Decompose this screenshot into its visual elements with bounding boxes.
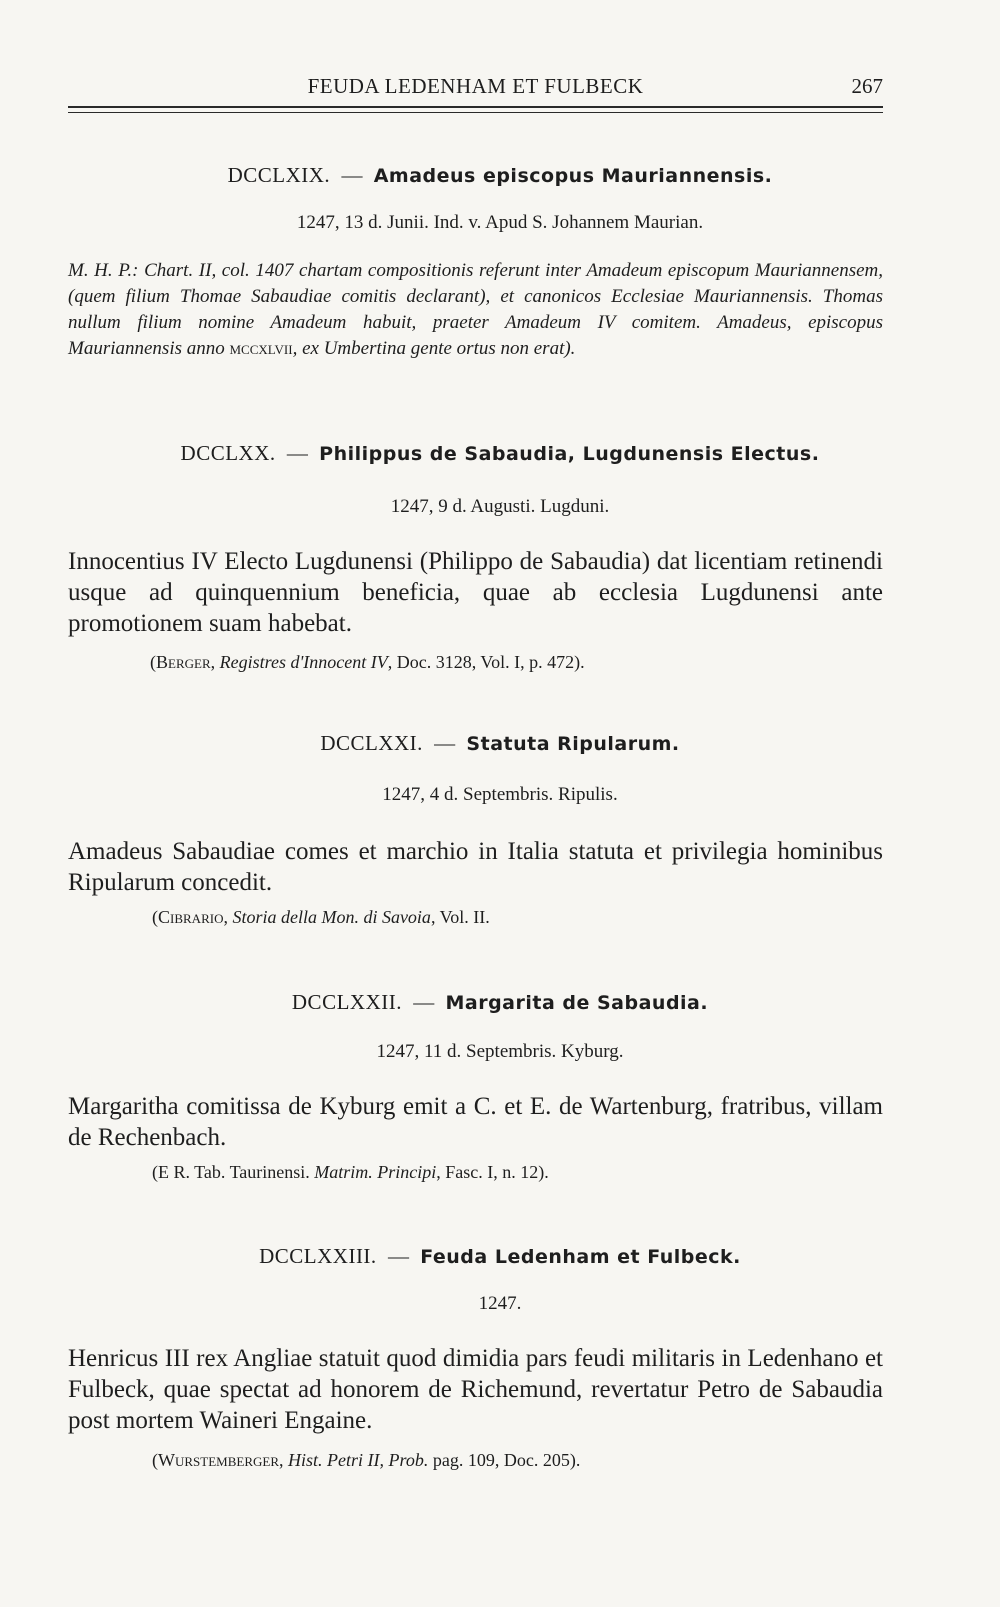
entry-title: Feuda Ledenham et Fulbeck.	[420, 1246, 741, 1268]
citation-open: (	[152, 907, 158, 927]
editorial-note	[68, 258, 883, 362]
citation-sep: ,	[210, 652, 220, 672]
note-year: mccxlvii	[229, 338, 293, 359]
entry-text: Margaritha comitissa de Kyburg emit a C. et E. de Wartenburg, fratribus, villam de Rechenbach.	[68, 1093, 883, 1151]
running-head-title: FEUDA LEDENHAM ET FULBECK	[307, 74, 644, 98]
entry-dateline: 1247, 11 d. Septembris. Kyburg.	[376, 1041, 624, 1062]
citation-rest: , Fasc. I, n. 12).	[436, 1162, 549, 1182]
running-head	[68, 74, 883, 102]
entry-dateline: 1247, 9 d. Augusti. Lugduni.	[390, 496, 610, 517]
citation-author: Berger	[156, 652, 211, 672]
citation-open: (E R. Tab. Taurinensi.	[152, 1162, 315, 1182]
entry-number: DCCLXX.	[180, 441, 276, 465]
page-number: 267	[851, 74, 883, 98]
entry-citation	[150, 652, 585, 673]
citation-rest: , Vol. II.	[430, 907, 490, 927]
entry-heading	[0, 163, 1000, 188]
entry-dateline: 1247.	[478, 1293, 522, 1314]
entry-dash: —	[286, 441, 308, 465]
entry-text: Amadeus Sabaudiae comes et marchio in Italia statuta et privilegia hominibus Ripularum concedit.	[68, 838, 883, 896]
header-rule-thick	[68, 106, 883, 108]
entry-title: Amadeus episcopus Mauriannensis.	[373, 165, 773, 187]
entry-number: DCCLXXII.	[291, 990, 402, 1014]
citation-open: (	[150, 652, 156, 672]
citation-rest: , Doc. 3128, Vol. I, p. 472).	[387, 652, 585, 672]
note-text-end: , ex Umbertina gente ortus non erat).	[292, 338, 576, 359]
entry-number: DCCLXXIII.	[259, 1244, 377, 1268]
citation-sep: ,	[223, 907, 233, 927]
entry-title: Statuta Ripularum.	[466, 733, 680, 755]
citation-work: Registres d'Innocent IV	[219, 652, 388, 672]
entry-heading	[0, 441, 1000, 466]
entry-citation	[152, 907, 490, 928]
entry-heading	[0, 990, 1000, 1015]
entry-text: Innocentius IV Electo Lugdunensi (Philippo de Sabaudia) dat licentiam retinendi usque ad quinquennium beneficia, quae ab ecclesia Lugdunensi ante promotionem suam habebat.	[68, 548, 883, 637]
entry-text: Henricus III rex Angliae statuit quod dimidia pars feudi militaris in Ledenhano et Fulbeck, quae spectat ad honorem de Richemund, revertatur Petro de Sabaudia post mortem Waineri Engaine.	[68, 1345, 883, 1434]
entry-citation	[152, 1450, 580, 1471]
entry-title: Philippus de Sabaudia, Lugdunensis Electus.	[319, 443, 820, 465]
entry-title: Margarita de Sabaudia.	[445, 992, 709, 1014]
citation-sep: ,	[279, 1450, 289, 1470]
header-rule-thin	[68, 112, 883, 113]
entry-dateline: 1247, 4 d. Septembris. Ripulis.	[382, 784, 618, 805]
citation-rest: pag. 109, Doc. 205).	[428, 1450, 581, 1470]
note-text: M. H. P.: Chart. II, col. 1407 chartam compositionis referunt inter Amadeum episcopum Mauriannensem, (quem filium Thomae Sabaudiae comitis declarant), et canonicos Ecclesiae Mauriannensis. Thomas nullum filium nomine Amadeum habuit, praeter Amadeum IV comitem. Amadeus, episcopus Mauriannensis anno	[68, 260, 883, 359]
citation-author: Cibrario	[158, 907, 224, 927]
entry-number: DCCLXXI.	[320, 731, 423, 755]
entry-dash: —	[341, 163, 363, 187]
citation-work: Hist. Petri II, Prob.	[288, 1450, 429, 1470]
entry-dash: —	[434, 731, 456, 755]
entry-dateline: 1247, 13 d. Junii. Ind. v. Apud S. Johannem Maurian.	[296, 212, 704, 233]
entry-dash: —	[387, 1244, 409, 1268]
entry-heading	[0, 1244, 1000, 1269]
entry-citation	[152, 1162, 549, 1183]
citation-work: Matrim. Principi	[314, 1162, 437, 1182]
entry-dash: —	[413, 990, 435, 1014]
citation-author: Wurstemberger	[158, 1450, 280, 1470]
entry-number: DCCLXIX.	[227, 163, 331, 187]
entry-heading	[0, 731, 1000, 756]
citation-open: (	[152, 1450, 158, 1470]
citation-work: Storia della Mon. di Savoia	[232, 907, 431, 927]
